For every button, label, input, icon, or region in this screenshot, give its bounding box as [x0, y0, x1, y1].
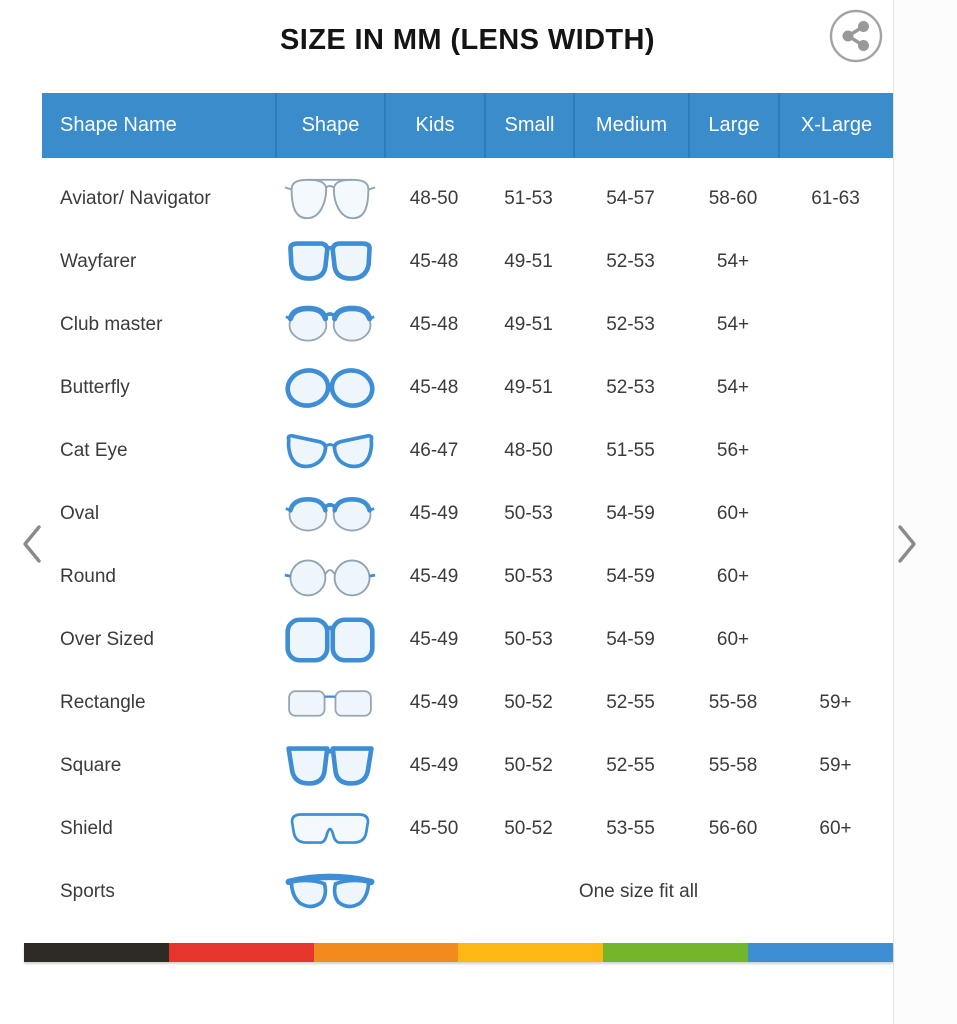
clubmaster-glasses-icon	[275, 302, 384, 348]
shape-name: Butterfly	[60, 376, 130, 398]
size-table-body	[42, 158, 893, 923]
page-gutter	[893, 0, 957, 1024]
size-value: 60+	[819, 817, 852, 839]
color-stripe-segment	[169, 943, 314, 962]
size-value: 50-53	[504, 628, 553, 650]
shape-name: Rectangle	[60, 691, 146, 713]
size-value: 60+	[716, 628, 750, 650]
size-value: 50-53	[504, 565, 553, 587]
size-value: 46-47	[409, 439, 459, 461]
size-value: 45-49	[409, 502, 459, 524]
sports-glasses-icon	[275, 870, 384, 914]
shield-glasses-icon	[275, 810, 384, 848]
table-header-row	[42, 93, 893, 158]
size-value: 59+	[819, 754, 852, 776]
size-value: 54+	[716, 376, 750, 398]
size-value: 53-55	[606, 817, 655, 839]
page-title: SIZE IN MM (LENS WIDTH)	[280, 24, 655, 56]
table-row	[42, 797, 893, 860]
size-value: 45-49	[409, 628, 459, 650]
table-row	[42, 293, 893, 356]
size-value: 52-53	[606, 313, 655, 335]
size-value: 54+	[716, 313, 750, 335]
color-stripe-segment	[748, 943, 893, 962]
table-row	[42, 230, 893, 293]
shape-name: Aviator/ Navigator	[60, 187, 211, 209]
size-value: 52-55	[606, 754, 655, 776]
color-stripe-segment	[24, 943, 169, 962]
size-value: 58-60	[708, 187, 758, 209]
column-header-x-large: X-Large	[778, 93, 893, 158]
size-value: 48-50	[409, 187, 459, 209]
table-row	[42, 608, 893, 671]
cateye-glasses-icon	[275, 429, 384, 473]
table-row	[42, 671, 893, 734]
color-stripe	[24, 943, 893, 962]
size-value: 54-57	[606, 187, 655, 209]
size-value: 45-49	[409, 691, 459, 713]
size-value: 52-53	[606, 250, 655, 272]
square-glasses-icon	[275, 743, 384, 789]
size-value: 54-59	[606, 628, 655, 650]
table-row	[42, 860, 893, 923]
table-row	[42, 482, 893, 545]
size-value: 45-49	[409, 565, 459, 587]
shape-name: Shield	[60, 817, 113, 839]
size-value: 49-51	[504, 250, 553, 272]
size-value: 45-48	[409, 313, 459, 335]
size-value: 56-60	[708, 817, 758, 839]
size-value: 52-55	[606, 691, 655, 713]
column-header-shape: Shape	[275, 93, 384, 158]
color-stripe-segment	[458, 943, 603, 962]
color-stripe-segment	[314, 943, 459, 962]
color-stripe-segment	[603, 943, 748, 962]
shape-name: Wayfarer	[60, 250, 137, 272]
size-value: 51-55	[606, 439, 655, 461]
oversized-glasses-icon	[275, 615, 384, 665]
table-row	[42, 545, 893, 608]
size-value: 61-63	[811, 187, 860, 209]
size-value: 45-48	[409, 250, 459, 272]
share-icon	[828, 8, 884, 64]
column-header-kids: Kids	[384, 93, 484, 158]
size-value: 49-51	[504, 313, 553, 335]
aviator-glasses-icon	[275, 173, 384, 225]
size-value: 45-50	[409, 817, 459, 839]
size-value: 54-59	[606, 502, 655, 524]
size-value: 59+	[819, 691, 852, 713]
shape-name: Over Sized	[60, 628, 154, 650]
size-value: 45-48	[409, 376, 459, 398]
chevron-left-icon	[19, 522, 45, 566]
size-value: 50-53	[504, 502, 553, 524]
size-value: 51-53	[504, 187, 553, 209]
size-value: 60+	[716, 565, 750, 587]
size-value: 50-52	[504, 691, 553, 713]
size-value: 48-50	[504, 439, 553, 461]
column-header-large: Large	[688, 93, 778, 158]
wayfarer-glasses-icon	[275, 239, 384, 285]
oval-glasses-icon	[275, 491, 384, 537]
shape-name: Cat Eye	[60, 439, 128, 461]
size-value: 56+	[716, 439, 750, 461]
shape-name: Sports	[60, 880, 115, 902]
size-value: 49-51	[504, 376, 553, 398]
column-header-shape-name: Shape Name	[60, 114, 177, 136]
table-row	[42, 419, 893, 482]
size-value: 55-58	[708, 754, 758, 776]
butterfly-glasses-icon	[275, 363, 384, 413]
size-value: 52-53	[606, 376, 655, 398]
size-value: 55-58	[708, 691, 758, 713]
size-value: 45-49	[409, 754, 459, 776]
shape-name: Club master	[60, 313, 163, 335]
shape-name: Round	[60, 565, 116, 587]
one-size-note: One size fit all	[578, 880, 699, 902]
column-header-medium: Medium	[573, 93, 688, 158]
carousel-prev-button[interactable]	[19, 522, 45, 566]
shape-name: Square	[60, 754, 122, 776]
size-value: 50-52	[504, 817, 553, 839]
rectangle-glasses-icon	[275, 683, 384, 723]
round-glasses-icon	[275, 553, 384, 601]
chevron-right-icon	[894, 522, 920, 566]
size-value: 60+	[716, 502, 750, 524]
column-header-small: Small	[484, 93, 573, 158]
share-button[interactable]	[828, 8, 884, 64]
size-value: 50-52	[504, 754, 553, 776]
size-value: 54+	[716, 250, 750, 272]
table-row	[42, 734, 893, 797]
carousel-next-button[interactable]	[894, 522, 920, 566]
shape-name: Oval	[60, 502, 100, 524]
table-row	[42, 167, 893, 230]
size-value: 54-59	[606, 565, 655, 587]
table-row	[42, 356, 893, 419]
